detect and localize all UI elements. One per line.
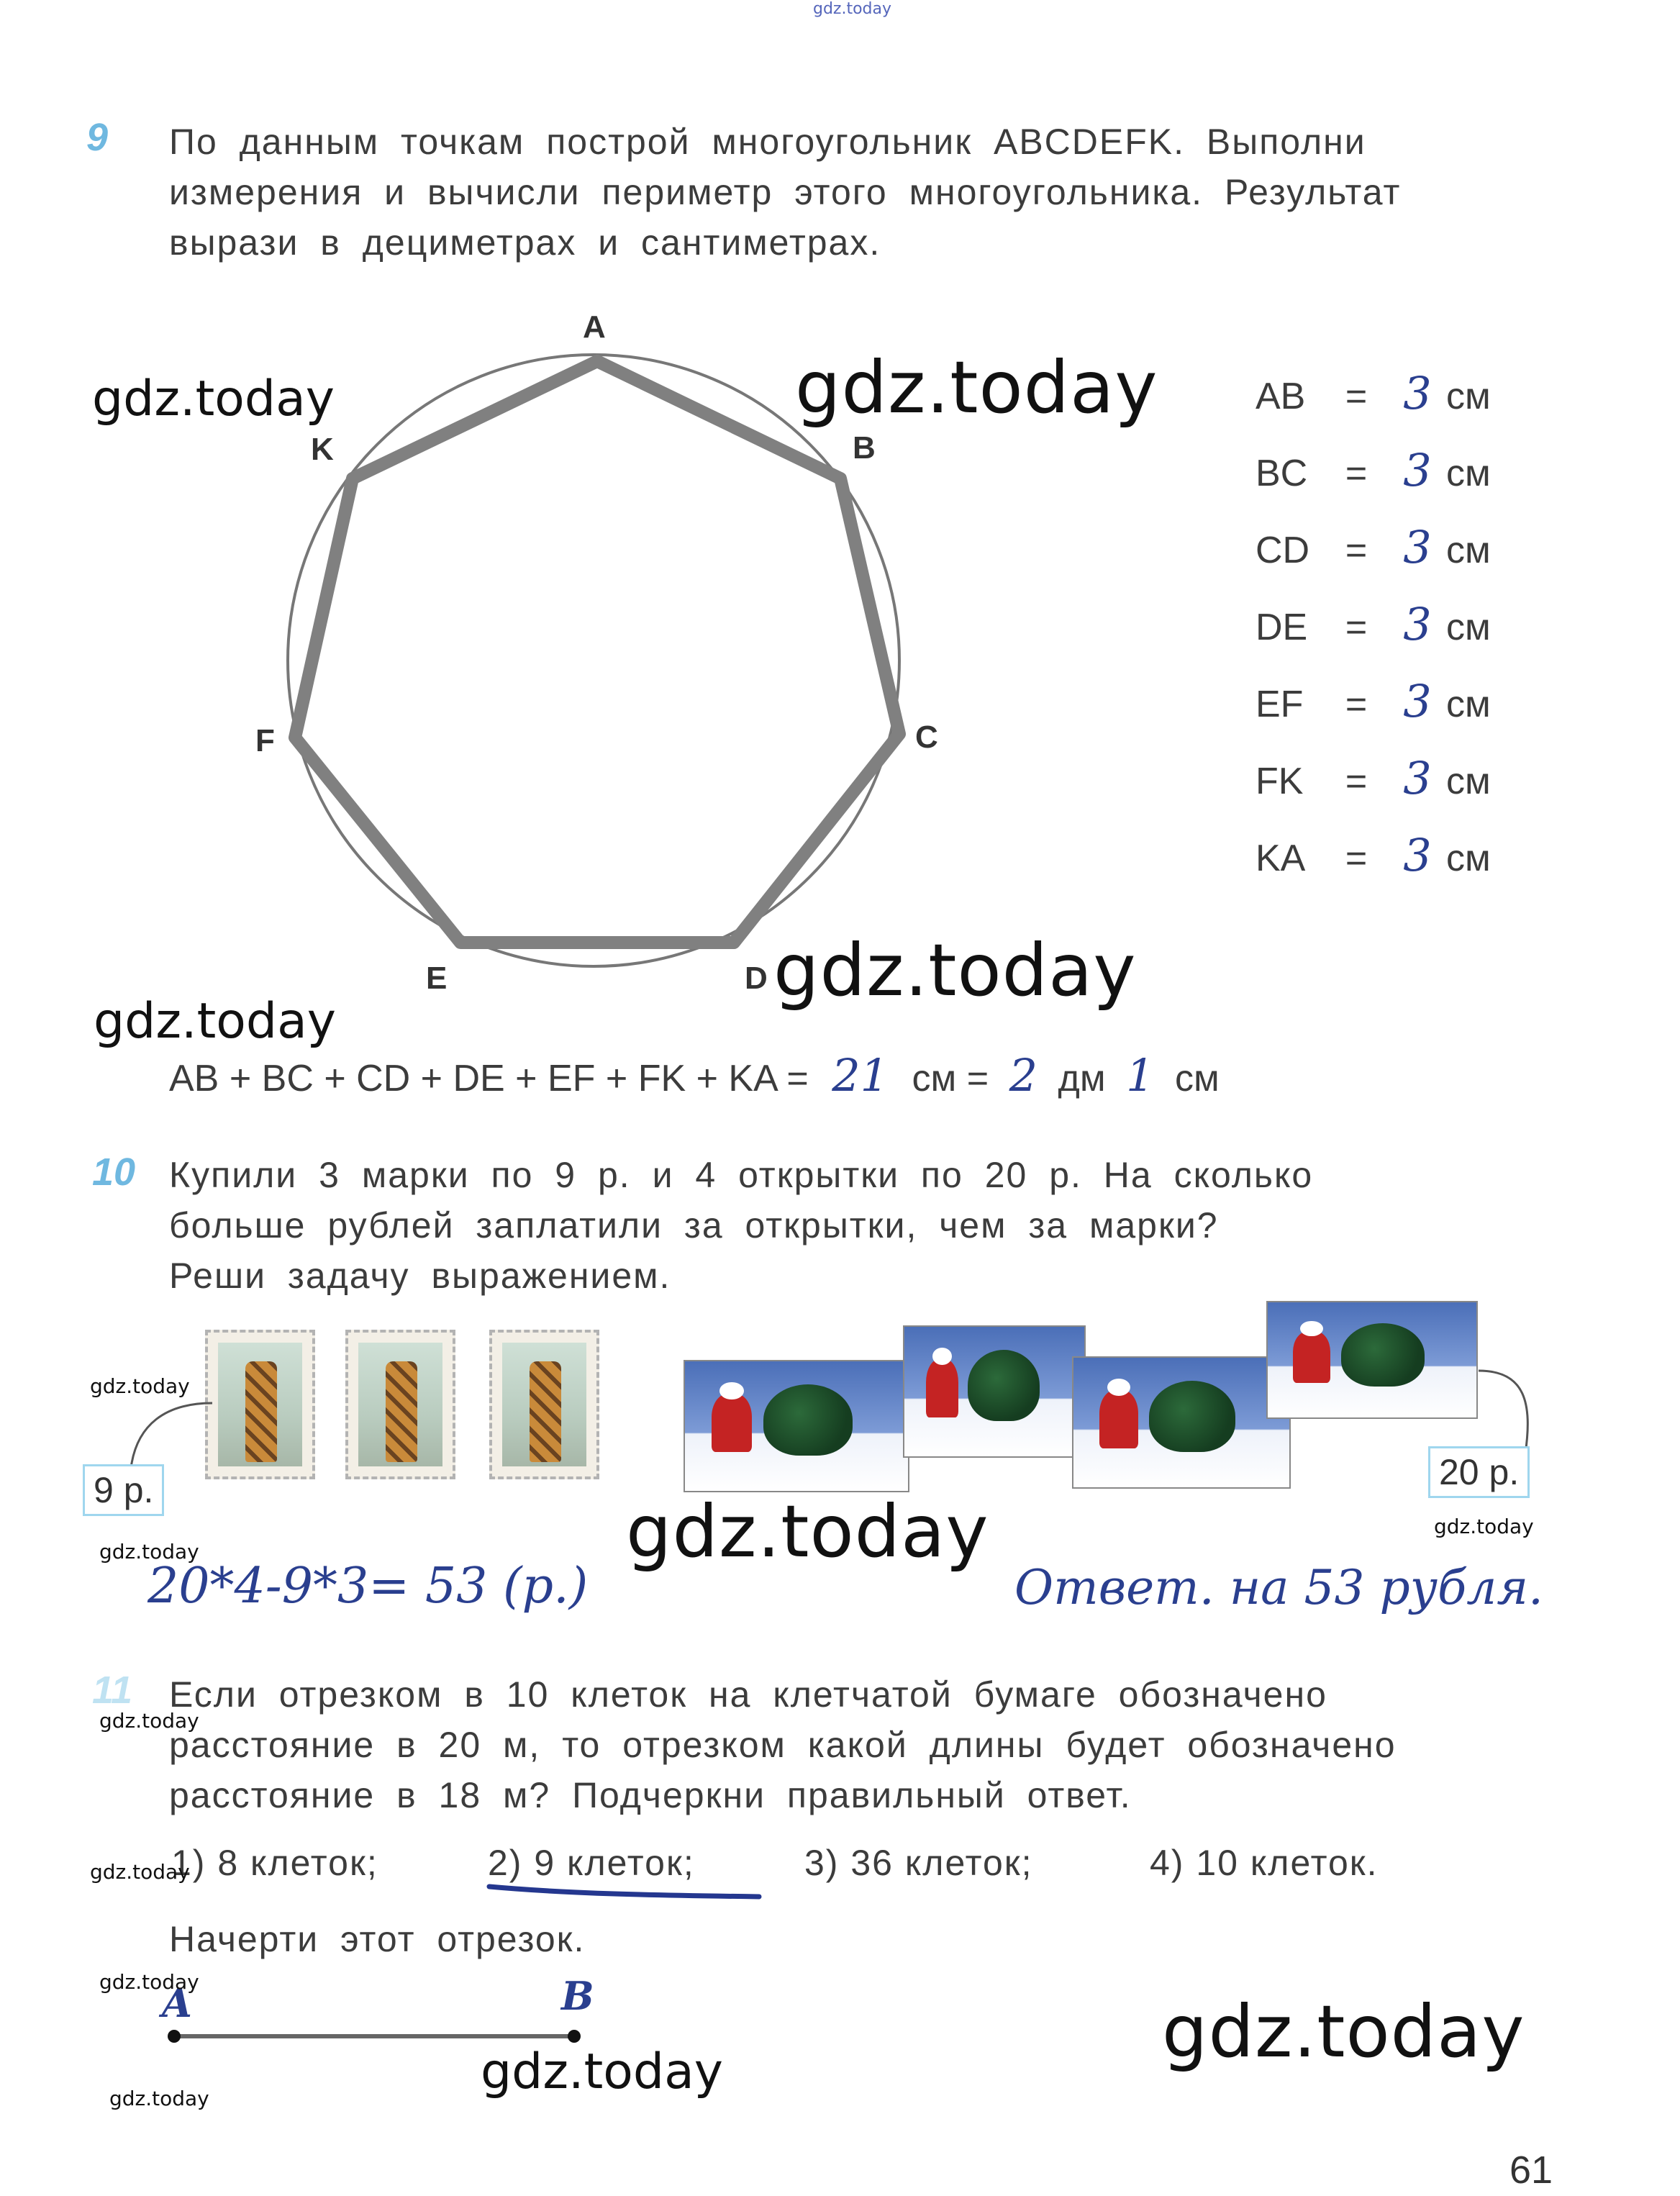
task-11-instruction: Начерти этот отрезок.	[169, 1919, 586, 1959]
perimeter-cm-value: 21	[832, 1049, 889, 1102]
stamp-price-pointer	[122, 1396, 223, 1475]
postcard-3	[1072, 1356, 1291, 1489]
task-11-number: 11	[92, 1669, 133, 1712]
measurement-ab	[1256, 367, 1504, 419]
option-2: 2) 9 клеток;	[488, 1843, 695, 1883]
unit: см	[1446, 453, 1491, 494]
segment-point-b	[568, 2030, 581, 2043]
circumcircle	[288, 355, 899, 966]
vertex-d-label: D	[745, 961, 768, 996]
watermark: gdz.today	[99, 1540, 199, 1564]
heptagon-polygon	[295, 361, 899, 943]
vertex-a-label: A	[583, 309, 606, 345]
segment-point-a	[168, 2030, 181, 2043]
measurement-fk	[1256, 752, 1504, 804]
task-9-line-1: По данным точкам построй многоугольник ABCDEFK. Выполни	[169, 122, 1366, 162]
equals-sign: =	[1345, 607, 1368, 648]
watermark: gdz.today	[90, 1860, 190, 1884]
perimeter-line	[169, 1049, 1220, 1102]
watermark: gdz.today	[773, 928, 1137, 1012]
segment-point-b-label: B	[561, 1973, 594, 2019]
unit-dm: дм	[1058, 1058, 1106, 1099]
vertex-b-label: B	[853, 430, 876, 466]
equals-sign: =	[1345, 453, 1368, 494]
task-11-line-1: Если отрезком в 10 клеток на клетчатой бумаге обозначено	[169, 1674, 1327, 1715]
measured-value: 3	[1403, 829, 1432, 881]
measurement-cd	[1256, 521, 1504, 573]
segment-name: BC	[1256, 453, 1308, 494]
measured-value: 3	[1403, 598, 1432, 650]
task-9-line-3: вырази в дециметрах и сантиметрах.	[169, 222, 881, 263]
watermark: gdz.today	[481, 2043, 723, 2100]
watermark: gdz.today	[1434, 1515, 1534, 1538]
card-price-box: 20 р.	[1428, 1446, 1530, 1498]
page-number: 61	[1509, 2149, 1553, 2192]
segment-name: KA	[1256, 838, 1306, 879]
task-10-answer: Ответ. на 53 рубля.	[1014, 1560, 1543, 1615]
measured-value: 3	[1403, 675, 1432, 727]
vertex-f-label: F	[255, 723, 275, 758]
segment-point-a-label: A	[162, 1980, 192, 2026]
vertex-c-label: C	[915, 720, 938, 755]
task-9-line-2: измерения и вычисли периметр этого многоугольника. Результат	[169, 172, 1402, 212]
option-1: 1) 8 клеток;	[171, 1843, 378, 1883]
perimeter-rest-cm-value: 1	[1126, 1049, 1155, 1102]
watermark: gdz.today	[94, 993, 336, 1050]
segment-name: DE	[1256, 607, 1308, 648]
option-4: 4) 10 клеток.	[1150, 1843, 1379, 1883]
stamp-price-box: 9 р.	[83, 1464, 164, 1516]
option-2-underline	[482, 1878, 770, 1907]
task-11-text	[169, 1669, 1397, 1820]
option-3: 3) 36 клеток;	[804, 1843, 1033, 1883]
task-10-line-1: Купили 3 марки по 9 р. и 4 открытки по 20 р. На сколько	[169, 1155, 1314, 1195]
measurement-bc	[1256, 444, 1504, 496]
watermark: gdz.today	[1162, 1989, 1525, 2074]
unit: см	[1446, 607, 1491, 648]
watermark: gdz.today	[99, 1970, 199, 1994]
equals-sign: =	[1345, 530, 1368, 571]
unit: см	[1446, 376, 1491, 417]
task-11-line-2: расстояние в 20 м, то отрезком какой длины будет обозначено	[169, 1725, 1397, 1765]
perimeter-unit-equals: см =	[912, 1058, 989, 1099]
stamp-3	[489, 1330, 599, 1479]
segment-name: FK	[1256, 761, 1304, 802]
measurement-ef	[1256, 675, 1504, 727]
perimeter-dm-value: 2	[1009, 1049, 1038, 1102]
segment-name: EF	[1256, 684, 1304, 725]
segment-name: AB	[1256, 376, 1306, 417]
stamp-2	[345, 1330, 455, 1479]
task-10-line-3: Реши задачу выражением.	[169, 1256, 671, 1296]
task-10-solution: 20*4-9*3= 53 (р.)	[147, 1558, 589, 1615]
watermark: gdz.today	[109, 2087, 209, 2110]
watermark: gdz.today	[795, 345, 1158, 430]
measured-value: 3	[1403, 444, 1432, 496]
postcard-2	[903, 1325, 1086, 1458]
task-11-line-3: расстояние в 18 м? Подчеркни правильный ответ.	[169, 1775, 1132, 1815]
unit: см	[1446, 761, 1491, 802]
measured-value: 3	[1403, 752, 1432, 804]
task-11-options	[171, 1842, 1379, 1884]
equals-sign: =	[1345, 376, 1368, 417]
task-9-number: 9	[86, 116, 109, 159]
postcard-4	[1266, 1301, 1478, 1419]
equals-sign: =	[1345, 761, 1368, 802]
watermark: gdz.today	[90, 1374, 190, 1398]
postcard-1	[684, 1360, 909, 1492]
task-10-text	[169, 1150, 1313, 1301]
header-watermark: gdz.today	[813, 0, 892, 18]
task-10-number: 10	[92, 1151, 136, 1194]
vertex-e-label: E	[426, 961, 448, 996]
vertex-k-label: K	[311, 432, 334, 467]
watermark: gdz.today	[626, 1489, 989, 1574]
watermark: gdz.today	[99, 1709, 199, 1733]
equals-sign: =	[1345, 838, 1368, 879]
measurement-ka	[1256, 829, 1504, 881]
measured-value: 3	[1403, 521, 1432, 573]
segment-name: CD	[1256, 530, 1310, 571]
card-price-pointer	[1475, 1360, 1540, 1461]
unit: см	[1446, 684, 1491, 725]
measured-value: 3	[1403, 367, 1432, 419]
unit: см	[1446, 530, 1491, 571]
task-10-line-2: больше рублей заплатили за открытки, чем за марки?	[169, 1205, 1219, 1246]
equals-sign: =	[1345, 684, 1368, 725]
unit-cm: см	[1174, 1058, 1220, 1099]
perimeter-expression: AB + BC + CD + DE + EF + FK + KA =	[169, 1058, 809, 1099]
unit: см	[1446, 838, 1491, 879]
watermark: gdz.today	[92, 371, 335, 427]
measurement-de	[1256, 598, 1504, 650]
